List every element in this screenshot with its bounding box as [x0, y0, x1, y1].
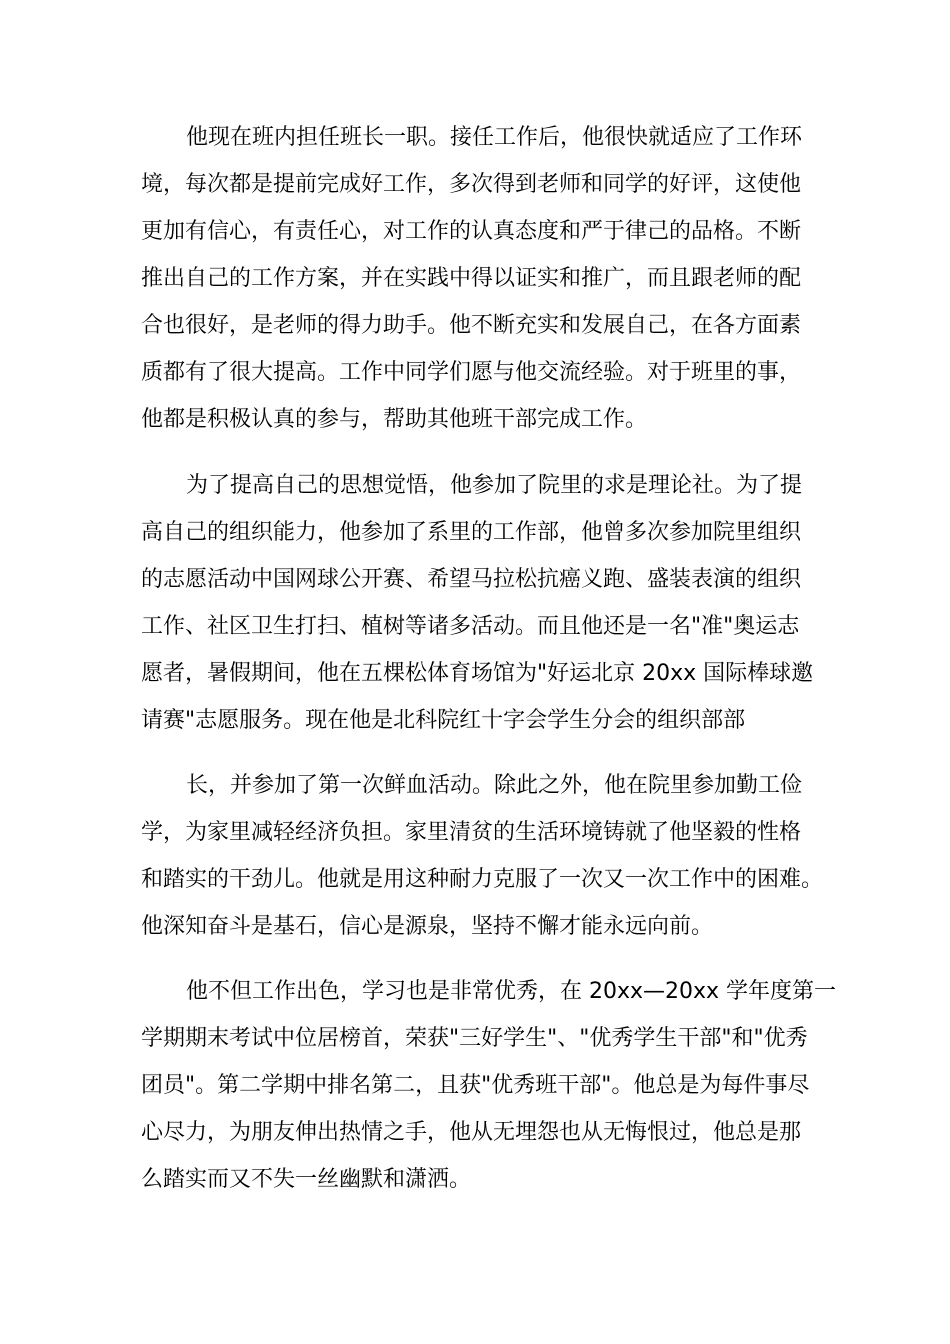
text-line: 的志愿活动中国网球公开赛、希望马拉松抗癌义跑、盛装表演的组织	[141, 567, 802, 592]
text-line: 愿者，暑假期间，他在五棵松体育场馆为"好运北京 20xx 国际棒球邀	[141, 661, 814, 686]
text-line: 高自己的组织能力，他参加了系里的工作部，他曾多次参加院里组织	[141, 520, 802, 545]
text-line: 合也很好，是老师的得力助手。他不断充实和发展自己，在各方面素	[141, 313, 802, 338]
text-line: 请赛"志愿服务。现在他是北科院红十字会学生分会的组织部部	[141, 708, 746, 733]
text-line: 他都是积极认真的参与，帮助其他班干部完成工作。	[141, 407, 648, 432]
text-line: 心尽力，为朋友伸出热情之手，他从无埋怨也从无悔恨过，他总是那	[141, 1120, 802, 1145]
text-line: 境，每次都是提前完成好工作，多次得到老师和同学的好评，这使他	[141, 172, 802, 197]
text-line: 和踏实的干劲儿。他就是用这种耐力克服了一次又一次工作中的困难。	[141, 867, 824, 892]
text-line: 工作、社区卫生打扫、植树等诸多活动。而且他还是一名"准"奥运志	[141, 614, 800, 639]
text-line: 团员"。第二学期中排名第二，且获"优秀班干部"。他总是为每件事尽	[141, 1073, 810, 1098]
text-line: 他深知奋斗是基石，信心是源泉，坚持不懈才能永远向前。	[141, 914, 714, 939]
text-line: 学，为家里减轻经济负担。家里清贫的生活环境铸就了他坚毅的性格	[141, 820, 802, 845]
text-line: 么踏实而又不失一丝幽默和潇洒。	[141, 1167, 472, 1192]
text-line: 长，并参加了第一次鲜血活动。除此之外，他在院里参加勤工俭	[186, 773, 803, 798]
text-line: 学期期末考试中位居榜首，荣获"三好学生"、"优秀学生干部"和"优秀	[141, 1026, 808, 1051]
text-line: 更加有信心，有责任心，对工作的认真态度和严于律己的品格。不断	[141, 219, 802, 244]
text-line: 推出自己的工作方案，并在实践中得以证实和推广，而且跟老师的配	[141, 266, 802, 291]
text-line: 他现在班内担任班长一职。接任工作后，他很快就适应了工作环	[186, 125, 803, 150]
text-line: 质都有了很大提高。工作中同学们愿与他交流经验。对于班里的事，	[141, 360, 802, 385]
text-line: 为了提高自己的思想觉悟，他参加了院里的求是理论社。为了提	[186, 473, 803, 498]
text-line: 他不但工作出色，学习也是非常优秀，在 20xx—20xx 学年度第一	[186, 979, 837, 1004]
